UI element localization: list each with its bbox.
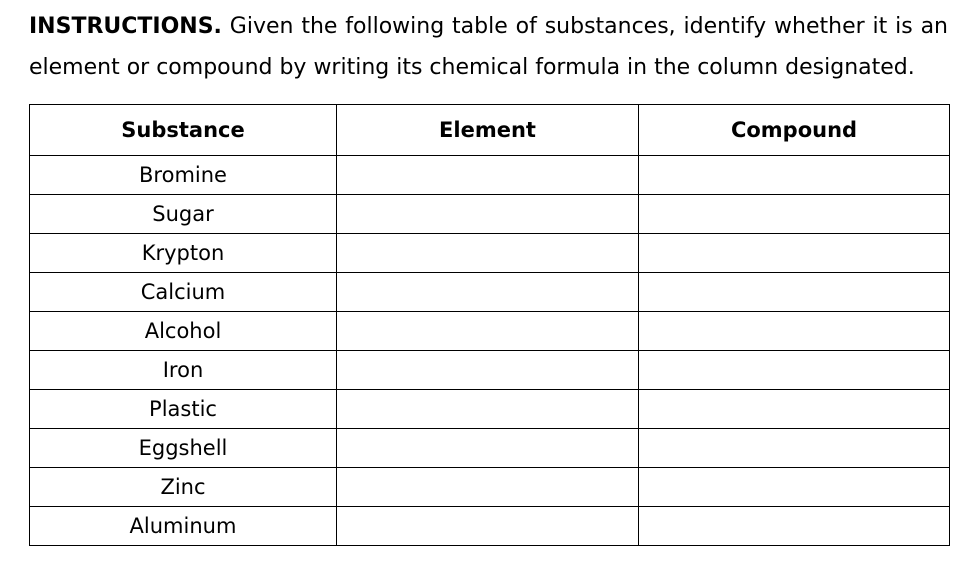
substance-cell: Eggshell xyxy=(30,429,337,468)
table-row xyxy=(30,507,950,546)
compound-cell[interactable] xyxy=(639,234,950,273)
substance-cell: Alcohol xyxy=(30,312,337,351)
element-cell[interactable] xyxy=(337,156,639,195)
header-element: Element xyxy=(337,105,639,156)
compound-cell[interactable] xyxy=(639,507,950,546)
substance-cell: Krypton xyxy=(30,234,337,273)
compound-cell[interactable] xyxy=(639,195,950,234)
element-cell[interactable] xyxy=(337,351,639,390)
table-row xyxy=(30,390,950,429)
substance-cell: Calcium xyxy=(30,273,337,312)
instructions-lead: INSTRUCTIONS. xyxy=(29,14,222,39)
table-header-row xyxy=(30,105,950,156)
table-row xyxy=(30,273,950,312)
substance-cell: Plastic xyxy=(30,390,337,429)
element-cell[interactable] xyxy=(337,468,639,507)
substance-cell: Bromine xyxy=(30,156,337,195)
table-row xyxy=(30,195,950,234)
element-cell[interactable] xyxy=(337,234,639,273)
compound-cell[interactable] xyxy=(639,351,950,390)
table-row xyxy=(30,234,950,273)
compound-cell[interactable] xyxy=(639,468,950,507)
compound-cell[interactable] xyxy=(639,156,950,195)
instructions-paragraph xyxy=(29,6,948,88)
table-row xyxy=(30,156,950,195)
compound-cell[interactable] xyxy=(639,312,950,351)
element-cell[interactable] xyxy=(337,429,639,468)
substance-cell: Zinc xyxy=(30,468,337,507)
header-compound: Compound xyxy=(639,105,950,156)
header-substance: Substance xyxy=(30,105,337,156)
table-row xyxy=(30,312,950,351)
substance-cell: Iron xyxy=(30,351,337,390)
element-cell[interactable] xyxy=(337,195,639,234)
element-cell[interactable] xyxy=(337,507,639,546)
table-row xyxy=(30,429,950,468)
table-row xyxy=(30,351,950,390)
compound-cell[interactable] xyxy=(639,429,950,468)
compound-cell[interactable] xyxy=(639,273,950,312)
substance-cell: Aluminum xyxy=(30,507,337,546)
substance-table xyxy=(29,104,950,546)
element-cell[interactable] xyxy=(337,390,639,429)
element-cell[interactable] xyxy=(337,273,639,312)
compound-cell[interactable] xyxy=(639,390,950,429)
instructions-text: Given the following table of substances, identify whether it is an element or compound by writing its chemical formula in the column designated. xyxy=(29,14,948,80)
table-row xyxy=(30,468,950,507)
element-cell[interactable] xyxy=(337,312,639,351)
substance-cell: Sugar xyxy=(30,195,337,234)
